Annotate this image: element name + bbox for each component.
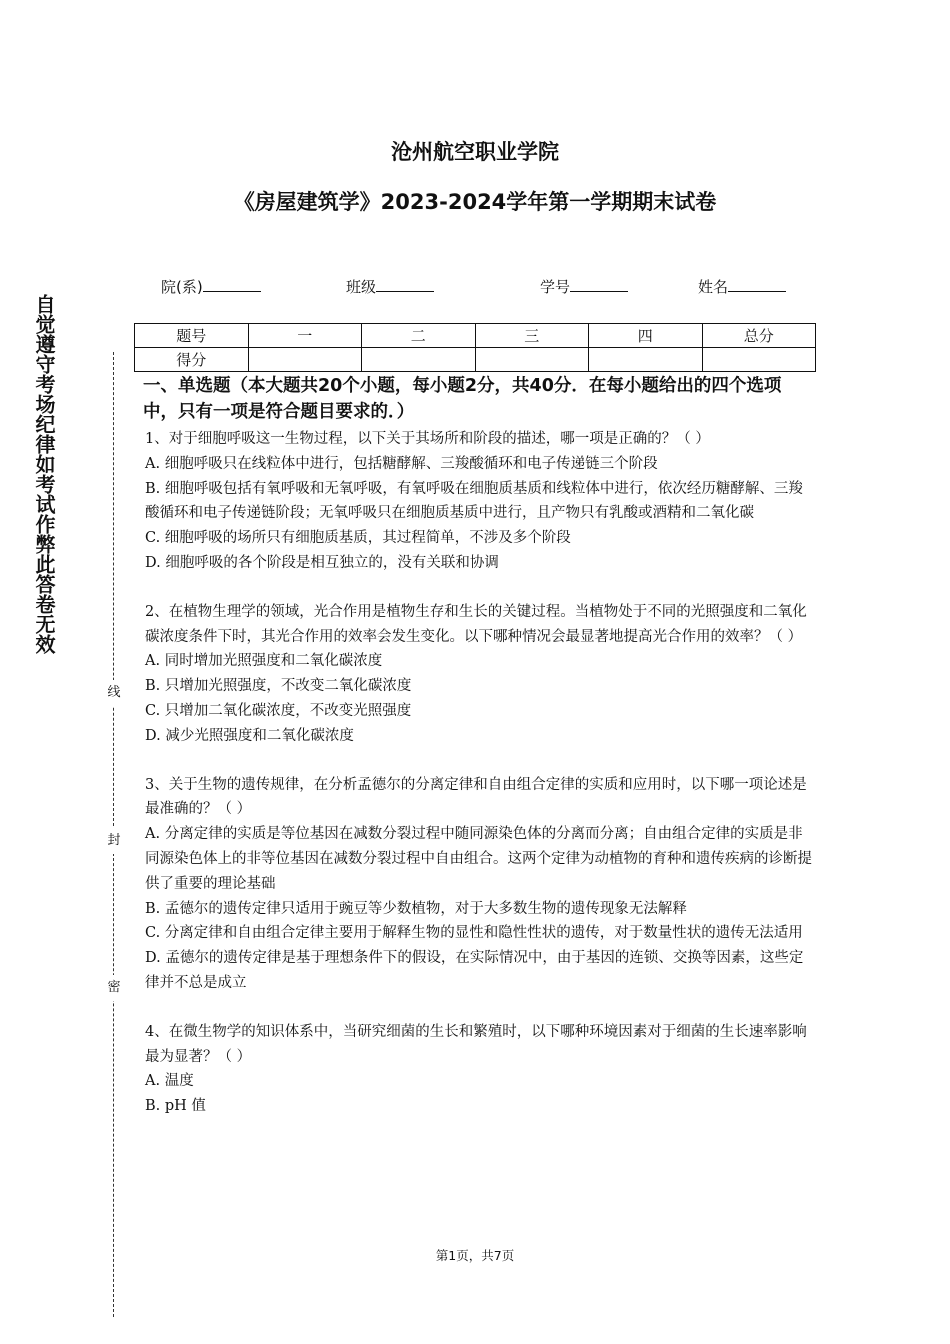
question-area: [145, 373, 815, 1119]
score-input-cell: [589, 348, 703, 372]
department-blank: [203, 276, 261, 292]
exam-title: 《房屋建筑学》2023-2024学年第一学期期末试卷: [233, 190, 717, 214]
question-option: B. pH 值: [145, 1098, 206, 1115]
question-option: A. 分离定律的实质是等位基因在减数分裂过程中随同源染色体的分离而分离；自由组合定律的实质是非同源染色体上的非等位基因在减数分裂过程中自由组合。这两个定律为动植物的育种和遗传疾病的诊断提供了重要的理论基础: [145, 826, 812, 892]
student-id-label: 学号: [540, 278, 571, 296]
question-stem: 1、对于细胞呼吸这一生物过程，以下关于其场所和阶段的描述，哪一项是正确的？（ ）: [145, 431, 710, 447]
question-option: D. 减少光照强度和二氧化碳浓度: [145, 727, 354, 744]
score-cell: 二: [362, 324, 476, 348]
school-name: 沧州航空职业学院: [391, 140, 559, 164]
seal-line-mark: 线: [104, 680, 124, 706]
student-id-blank: [570, 276, 628, 292]
question-option: C. 分离定律和自由组合定律主要用于解释生物的显性和隐性性状的遗传，对于数量性状的遗传无法适用: [145, 925, 803, 942]
score-cell: 三: [475, 324, 589, 348]
score-cell: 题号: [135, 324, 249, 348]
question-option: D. 细胞呼吸的各个阶段是相互独立的，没有关联和协调: [145, 554, 499, 571]
question-gap: [145, 749, 815, 773]
class-blank: [376, 276, 434, 292]
name-blank: [728, 276, 786, 292]
score-input-cell: [475, 348, 589, 372]
score-input-cell: [248, 348, 362, 372]
question-option: B. 细胞呼吸包括有氧呼吸和无氧呼吸，有氧呼吸在细胞质基质和线粒体中进行，依次经历糖酵解、三羧酸循环和电子传递链阶段；无氧呼吸只在细胞质基质中进行，且产物只有乳酸或酒精和二氧化碳: [145, 480, 803, 522]
seal-seal-mark: 封: [104, 828, 124, 854]
exam-discipline-notice: 自觉遵守考场纪律如考试作弊此答卷无效: [32, 294, 56, 654]
section-title: 一、单选题（本大题共20个小题，每小题2分，共40分．在每小题给出的四个选项中，只有一项是符合题目要求的．）: [143, 376, 782, 422]
question-option: B. 孟德尔的遗传定律只适用于豌豆等少数植物，对于大多数生物的遗传现象无法解释: [145, 900, 687, 917]
question-gap: [145, 576, 815, 600]
score-table: [134, 323, 816, 372]
score-table-score-row: [135, 348, 816, 372]
question-option: B. 只增加光照强度，不改变二氧化碳浓度: [145, 678, 412, 695]
name-field: [698, 276, 786, 297]
question-stem: 2、在植物生理学的领域，光合作用是植物生存和生长的关键过程。当植物处于不同的光照强度和二氧化碳浓度条件下时，其光合作用的效率会发生变化。以下哪种情况会最显著地提高光合作用的效率？（ ）: [145, 603, 807, 645]
question-stem: 3、关于生物的遗传规律，在分析孟德尔的分离定律和自由组合定律的实质和应用时，以下哪一项论述是最准确的？（ ）: [145, 776, 807, 818]
question-option: A. 同时增加光照强度和二氧化碳浓度: [145, 653, 383, 670]
question-option: C. 只增加二氧化碳浓度，不改变光照强度: [145, 702, 412, 719]
question-option: A. 温度: [145, 1073, 194, 1090]
student-id-field: [540, 276, 628, 297]
page-footer: 第1页，共7页: [435, 1248, 515, 1263]
score-cell: 总分: [702, 324, 816, 348]
department-label: 院(系): [161, 278, 203, 296]
seal-secret-mark: 密: [104, 975, 124, 1001]
question-option: D. 孟德尔的遗传定律是基于理想条件下的假设，在实际情况中，由于基因的连锁、交换等因素，这些定律并不总是成立: [145, 950, 804, 991]
class-field: [346, 276, 434, 297]
name-label: 姓名: [698, 278, 729, 296]
score-cell: 一: [248, 324, 362, 348]
score-input-cell: [702, 348, 816, 372]
question-option: A. 细胞呼吸只在线粒体中进行，包括糖酵解、三羧酸循环和电子传递链三个阶段: [145, 455, 658, 472]
score-input-cell: [362, 348, 476, 372]
question-stem: 4、在微生物学的知识体系中，当研究细菌的生长和繁殖时，以下哪种环境因素对于细菌的生长速率影响最为显著？（ ）: [145, 1023, 807, 1065]
question-option: C. 细胞呼吸的场所只有细胞质基质，其过程简单，不涉及多个阶段: [145, 530, 571, 547]
score-table-header-row: [135, 324, 816, 348]
score-cell: 得分: [135, 348, 249, 372]
department-field: [161, 276, 261, 297]
class-label: 班级: [346, 278, 377, 296]
question-gap: [145, 996, 815, 1020]
score-cell: 四: [589, 324, 703, 348]
